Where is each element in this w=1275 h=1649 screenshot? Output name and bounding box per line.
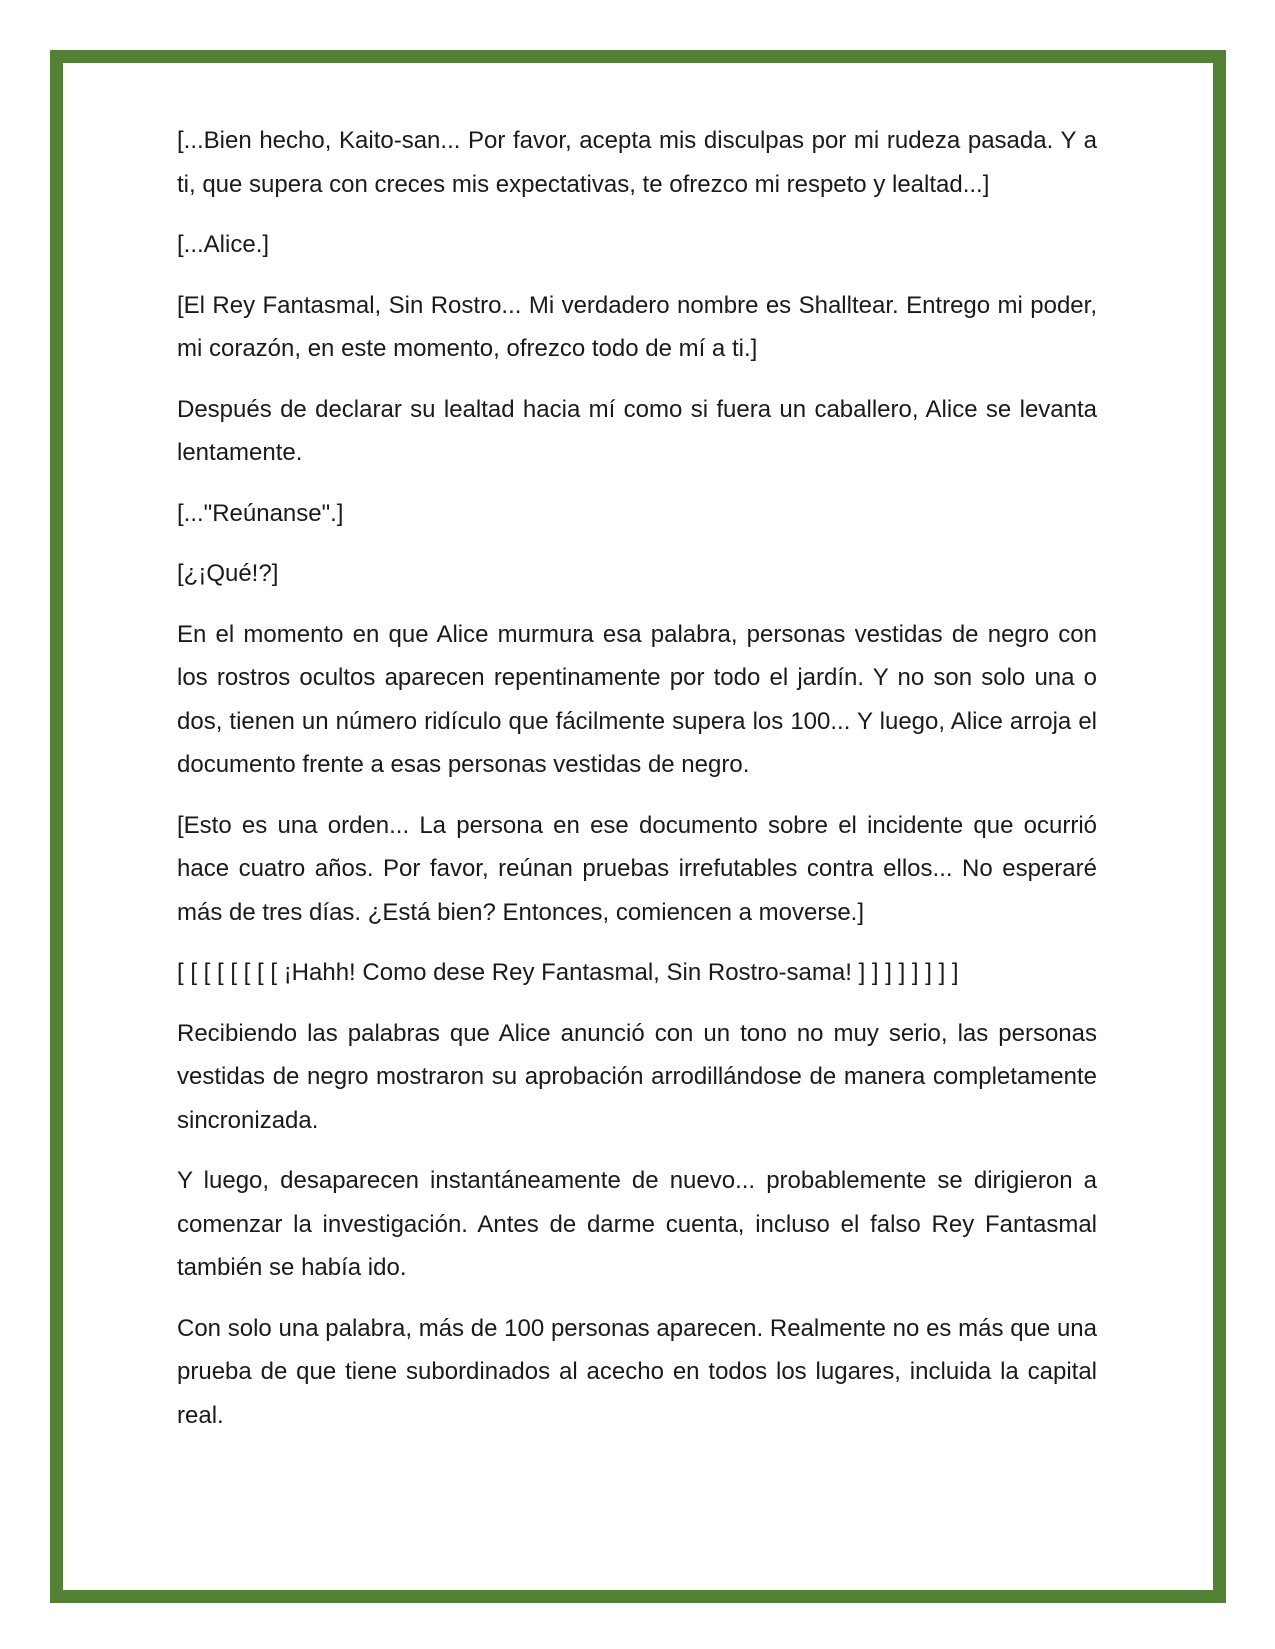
paragraph-4: Después de declarar su lealtad hacia mí como si fuera un caballero, Alice se levanta lentamente.	[177, 395, 1097, 466]
paragraph-6: [¿¡Qué!?]	[177, 560, 279, 587]
paragraph-2: [...Alice.]	[177, 231, 270, 258]
paragraph-5: [..."Reúnanse".]	[177, 499, 344, 527]
document-body	[177, 119, 1097, 1454]
paragraph-12: Con solo una palabra, más de 100 personas aparecen. Realmente no es más que una prueba de que tiene subordinados al acecho en todos los lugares, incluida la capital real.	[177, 1314, 1097, 1429]
paragraph-3: [El Rey Fantasmal, Sin Rostro... Mi verdadero nombre es Shalltear. Entrego mi poder, mi corazón, en este momento, ofrezco todo de mí a ti.]	[177, 291, 1097, 362]
paragraph-9: [ [ [ [ [ [ [ [ ¡Hahh! Como dese Rey Fantasmal, Sin Rostro-sama! ] ] ] ] ] ] ] ]	[177, 959, 959, 986]
paragraph-1: [...Bien hecho, Kaito-san... Por favor, acepta mis disculpas por mi rudeza pasada. Y a ti, que supera con creces mis expectativas, te ofrezco mi respeto y lealtad...]	[177, 127, 1097, 198]
paragraph-11: Y luego, desaparecen instantáneamente de nuevo... probablemente se dirigieron a comenzar la investigación. Antes de darme cuenta, incluso el falso Rey Fantasmal también se había ido.	[177, 1167, 1097, 1281]
paragraph-8: [Esto es una orden... La persona en ese documento sobre el incidente que ocurrió hace cuatro años. Por favor, reúnan pruebas irrefutables contra ellos... No esperaré más de tres días. ¿Está bien? Entonces, comiencen a moverse.]	[177, 811, 1097, 926]
paragraph-7: En el momento en que Alice murmura esa palabra, personas vestidas de negro con los rostros ocultos aparecen repentinamente por todo el jardín. Y no son solo una o dos, tienen un número ridículo que fácilmente supera los 100... Y luego, Alice arroja el documento frente a esas personas vestidas de negro.	[177, 620, 1097, 778]
paragraph-10: Recibiendo las palabras que Alice anunció con un tono no muy serio, las personas vestidas de negro mostraron su aprobación arrodillándose de manera completamente sincronizada.	[177, 1019, 1097, 1134]
